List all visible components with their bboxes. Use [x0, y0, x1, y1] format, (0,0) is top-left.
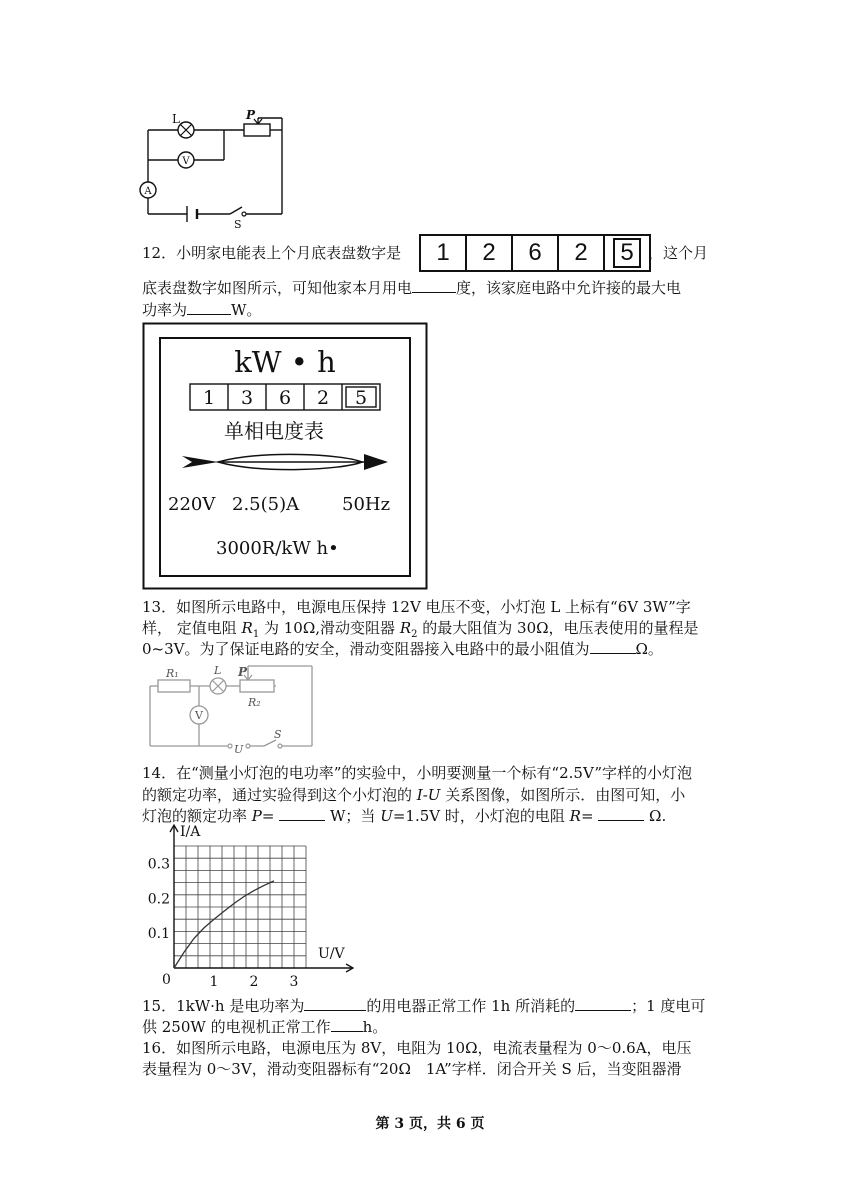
chart-xlabel: U/V: [318, 946, 345, 962]
q12-meter-digits: [419, 234, 651, 272]
svg-text:R₁: R₁: [166, 667, 179, 680]
switch-label: S: [234, 218, 242, 230]
q15-line1: 15．1kW·h 是电功率为 的用电器正常工作 1h 所消耗的 ；1 度电可: [142, 997, 706, 1015]
resistor-r1-icon: [158, 680, 190, 692]
digit-cell: 6: [513, 236, 559, 270]
q15-line2: 供 250W 的电视机正常工作 h。: [142, 1018, 388, 1036]
lamp-icon: [178, 122, 194, 138]
digit-cell-decimal: 5: [605, 236, 649, 270]
rheostat-icon: [244, 124, 270, 136]
q13-line3: 0~3V。为了保证电路的安全，滑动变阻器接入电路中的最小阻值为 Ω。: [142, 640, 663, 658]
answer-blank[interactable]: [279, 806, 325, 821]
svg-text:V: V: [195, 709, 203, 722]
svg-text:S: S: [274, 728, 282, 741]
meter-constant: 3000R/kW h•: [216, 538, 339, 559]
answer-blank[interactable]: [412, 278, 456, 293]
svg-text:P: P: [238, 665, 248, 679]
answer-blank[interactable]: [598, 806, 644, 821]
rheostat-label: P: [246, 108, 256, 122]
chart-origin-label: 0: [162, 972, 171, 988]
answer-blank[interactable]: [590, 639, 636, 654]
q14-line1: 14．在“测量小灯泡的电功率”的实验中，小明要测量一个标有“2.5V”字样的小灯泡: [142, 764, 693, 782]
y-tick-label: 0.3: [147, 856, 170, 873]
answer-blank[interactable]: [575, 996, 631, 1011]
circuit-figure-q13: [142, 662, 322, 756]
voltmeter-icon: [178, 152, 194, 168]
svg-text:2: 2: [316, 387, 330, 409]
q13-line2: 样， 定值电阻 $R_1$ 为 10Ω,滑动变阻器 $R_2$ 的最大阻值为 30Ω，电压表使用的量程是: [142, 619, 699, 640]
digit-cell: 2: [559, 236, 605, 270]
meter-unit: kW • h: [234, 345, 336, 379]
q14-line3: 灯泡的额定功率 P= W；当 U=1.5V 时，小灯泡的电阻 R= Ω.: [142, 807, 667, 825]
chart-series-line: [174, 881, 274, 968]
ammeter-icon: [140, 182, 156, 198]
page-footer: 第 3 页，共 6 页: [375, 1116, 485, 1132]
svg-text:5: 5: [354, 387, 368, 409]
svg-text:L: L: [214, 664, 222, 677]
q12-line1: 12．小明家电能表上个月底表盘数字是: [142, 244, 402, 262]
electricity-meter-figure: [142, 322, 428, 590]
circuit-figure-top: [132, 108, 292, 230]
lamp-icon: [210, 678, 226, 694]
x-tick-label: 3: [289, 974, 299, 990]
svg-text:6: 6: [278, 387, 292, 409]
q12-line2: 底表盘数字如图所示，可知他家本月用电 度，该家庭电路中允许接的最大电: [142, 279, 682, 297]
digit-cell: 1: [421, 236, 467, 270]
x-tick-label: 2: [249, 974, 259, 990]
meter-voltage: 220V: [168, 494, 216, 515]
meter-name: 单相电度表: [224, 419, 324, 443]
chart-ticks: [148, 856, 299, 990]
digit-cell: 2: [467, 236, 513, 270]
q12-line1-suffix: ，这个月: [648, 244, 709, 262]
svg-text:A: A: [144, 186, 152, 197]
meter-current: 2.5(5)A: [232, 494, 300, 515]
q12-line3: 功率为 W。: [142, 301, 262, 319]
chart-ylabel: I/A: [180, 824, 201, 840]
svg-text:U: U: [234, 743, 244, 756]
svg-text:3: 3: [240, 387, 254, 409]
answer-blank[interactable]: [331, 1017, 363, 1032]
answer-blank[interactable]: [187, 300, 231, 315]
svg-text:1: 1: [202, 387, 216, 409]
q16-line2: 表量程为 0～3V，滑动变阻器标有“20Ω 1A”字样．闭合开关 S 后，当变阻器滑: [142, 1060, 682, 1078]
voltmeter-icon: [190, 706, 208, 724]
x-tick-label: 1: [209, 974, 219, 990]
svg-text:V: V: [182, 156, 190, 167]
answer-blank[interactable]: [304, 996, 366, 1011]
iu-chart: [140, 822, 360, 994]
rheostat-r2-icon: [240, 680, 274, 692]
chart-grid: [174, 846, 306, 968]
meter-frequency: 50Hz: [342, 494, 391, 515]
y-tick-label: 0.1: [147, 926, 170, 943]
y-tick-label: 0.2: [147, 891, 170, 908]
lamp-label: L: [172, 112, 180, 126]
q14-line2: 的额定功率，通过实验得到这个小灯泡的 I-U 关系图像，如图所示．由图可知，小: [142, 786, 686, 804]
svg-text:R₂: R₂: [248, 696, 261, 709]
q16-line1: 16．如图所示电路，电源电压为 8V，电阻为 10Ω，电流表量程为 0～0.6A，电压: [142, 1039, 692, 1057]
q13-line1: 13．如图所示电路中，电源电压保持 12V 电压不变，小灯泡 L 上标有“6V 3W”字: [142, 598, 691, 616]
